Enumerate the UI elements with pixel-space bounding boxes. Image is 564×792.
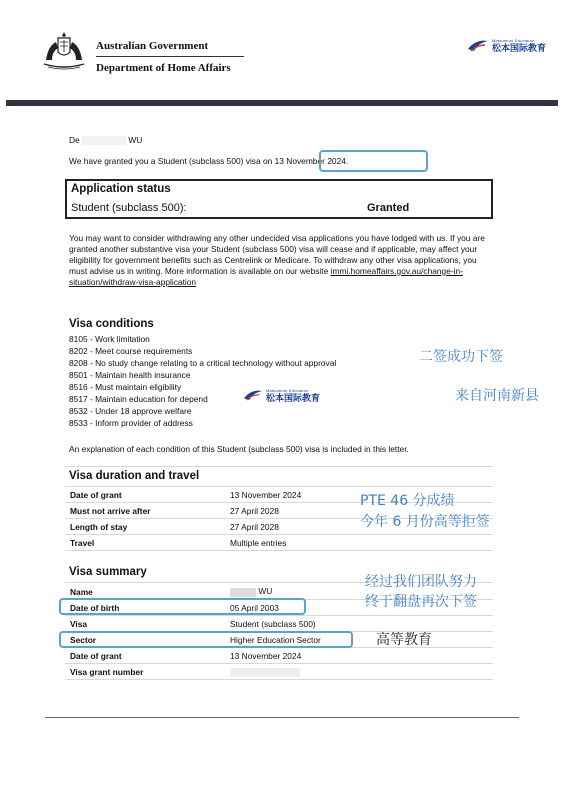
row-key: Length of stay — [65, 519, 225, 535]
redacted-number — [230, 668, 300, 677]
row-value: Higher Education Sector — [225, 632, 493, 648]
condition-item: 8202 - Meet course requirements — [69, 346, 193, 356]
logo-en: Matsumoto Education — [492, 38, 535, 43]
table-row — [65, 664, 493, 680]
annotation-granted-again: 终于翻盘再次下签 — [365, 594, 477, 610]
greeting — [69, 135, 142, 146]
row-key: Visa grant number — [65, 664, 225, 680]
header-bar — [6, 100, 558, 106]
dob-highlight — [59, 598, 306, 615]
row-value: 13 November 2024 — [225, 487, 493, 503]
logo-cn: 松本国际教育 — [266, 393, 321, 403]
greeting-start: De — [69, 135, 80, 145]
row-value: 27 April 2028 — [225, 503, 493, 519]
duration-title: Visa duration and travel — [69, 470, 200, 482]
grant-text: We have granted you a Student (subclass 500) visa on — [69, 156, 275, 166]
row-value: 05 April 2003 — [225, 600, 493, 616]
logo-cn: 松本国际教育 — [492, 43, 547, 53]
withdraw-link[interactable]: immi.homeaffairs.gov.au/change-in-situation/withdraw-visa-application — [69, 266, 463, 287]
name-value: WU — [258, 586, 273, 597]
annotation-origin: 来自河南新县 — [455, 388, 539, 404]
condition-item: 8105 - Work limitation — [69, 334, 150, 344]
row-key: Date of grant — [65, 648, 225, 664]
notice-text: You may want to consider withdrawing any other undecided visa applications you have lodged with us. If you are granted another substantive visa your Student (subclass 500) visa will cease and if applicable, may affect your eligibility for government benefits such as Centrelink or Medicare. To withdraw any other visa applications, you must advise us in writing. More information is available on our website — [69, 233, 485, 276]
header-divider — [96, 56, 244, 57]
redacted-name — [82, 136, 126, 145]
footer-divider — [45, 717, 519, 718]
logo-en: Matsumoto Education — [266, 388, 309, 393]
condition-item: 8532 - Under 18 approve welfare — [69, 406, 192, 416]
annotation-team-effort: 经过我们团队努力 — [365, 574, 477, 590]
annotation-refusal: 今年 6 月份高等拒签 — [360, 514, 490, 530]
grant-date-highlight — [319, 150, 428, 172]
row-key: Visa — [65, 616, 225, 632]
coat-of-arms-icon — [38, 30, 90, 72]
grant-suffix: . — [345, 156, 349, 166]
condition-item: 8516 - Must maintain eligibility — [69, 382, 182, 392]
row-value — [225, 664, 493, 680]
status-value: Granted — [367, 202, 410, 214]
condition-item: 8517 - Maintain education for depend — [69, 394, 208, 404]
table-row — [65, 648, 493, 664]
annotation-higher-ed: 高等教育 — [376, 632, 432, 648]
notice-paragraph — [69, 233, 489, 288]
summary-title: Visa summary — [69, 566, 147, 578]
row-key: Must not arrive after — [65, 503, 225, 519]
row-value: 13 November 2024 — [225, 648, 493, 664]
row-key: Sector — [65, 632, 225, 648]
sector-highlight — [59, 631, 353, 648]
grant-sentence — [69, 156, 348, 167]
row-value: 27 April 2028 — [225, 519, 493, 535]
annotation-visa-success: 二签成功下签 — [419, 349, 503, 365]
table-row — [65, 616, 493, 632]
row-key: Date of birth — [65, 600, 225, 616]
status-label: Student (subclass 500): — [71, 202, 187, 214]
row-value: Student (subclass 500) — [225, 616, 493, 632]
watermark-logo — [243, 388, 320, 403]
row-key: Name — [65, 584, 225, 600]
header-dept: Department of Home Affairs — [96, 62, 231, 74]
row-key: Travel — [65, 535, 225, 551]
condition-item: 8501 - Maintain health insurance — [69, 370, 191, 380]
status-title: Application status — [71, 183, 171, 195]
greeting-end: WU — [128, 135, 143, 145]
condition-item: 8208 - No study change relating to a critical technology without approval — [69, 358, 337, 368]
annotation-pte-score: PTE 46 分成绩 — [360, 493, 455, 509]
grant-date: 13 November 2024 — [274, 156, 346, 166]
redacted-name — [230, 588, 256, 597]
condition-item: 8533 - Inform provider of address — [69, 418, 193, 428]
header-gov: Australian Government — [96, 40, 209, 52]
divider — [65, 466, 493, 467]
conditions-title: Visa conditions — [69, 318, 154, 330]
logo-swoosh-icon — [243, 389, 263, 402]
row-key: Date of grant — [65, 487, 225, 503]
table-row — [65, 535, 493, 551]
brand-logo — [467, 38, 546, 53]
conditions-explanation: An explanation of each condition of this Student (subclass 500) visa is included in this letter. — [69, 444, 409, 454]
logo-swoosh-icon — [467, 39, 489, 53]
row-value: Multiple entries — [225, 535, 493, 551]
